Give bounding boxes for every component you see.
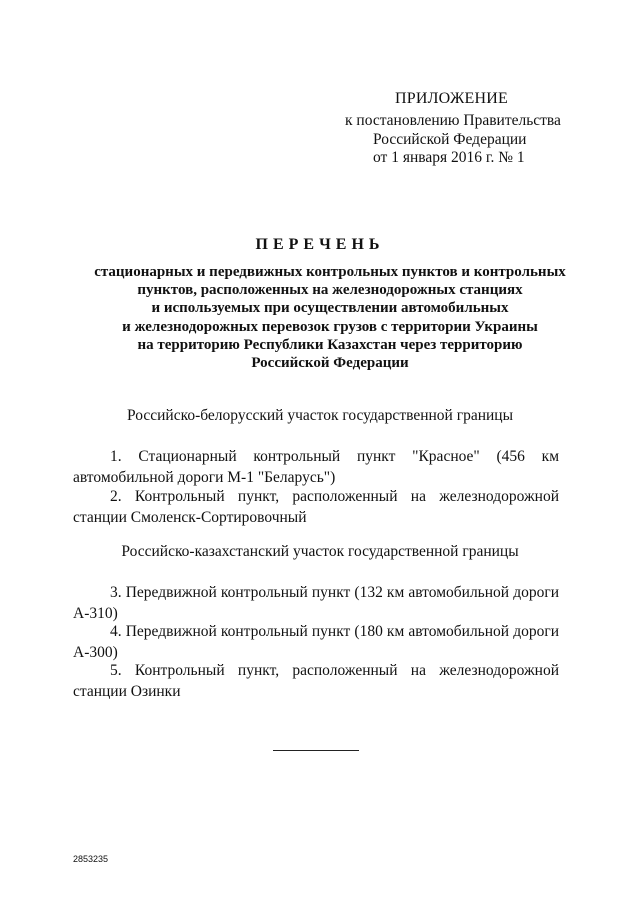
subtitle-line: стационарных и передвижных контрольных пунктов и контрольных <box>94 264 566 280</box>
section-title-kazakhstan: Российско-казахстанский участок государственной границы <box>121 543 519 560</box>
list-item-line: 4. Передвижной контрольный пункт (180 км автомобильной дороги <box>110 623 559 640</box>
list-item-line: 1. Стационарный контрольный пункт "Красное" (456 км <box>110 448 559 465</box>
subtitle-line: и используемых при осуществлении автомобильных <box>151 300 509 317</box>
list-item <box>73 446 559 488</box>
list-item <box>73 621 559 663</box>
list-item <box>73 486 559 528</box>
appendix-line: к постановлению Правительства <box>345 112 561 129</box>
subtitle-line: Российской Федерации <box>251 355 409 372</box>
section-title-belarus: Российско-белорусский участок государственной границы <box>126 407 513 424</box>
closing-divider <box>273 750 359 751</box>
list-item-line: станции Смоленск-Сортировочный <box>73 509 307 526</box>
list-item-line: А-300) <box>73 644 118 661</box>
list-item-line: 3. Передвижной контрольный пункт (132 км автомобильной дороги <box>110 584 559 601</box>
list-item <box>73 582 559 624</box>
list-item <box>73 660 559 702</box>
list-item-line: станции Озинки <box>73 683 181 700</box>
appendix-line: от 1 января 2016 г. № 1 <box>373 149 525 166</box>
document-heading: ПЕРЕЧЕНЬ <box>255 236 385 253</box>
document-number: 2853235 <box>73 854 109 864</box>
appendix-title: ПРИЛОЖЕНИЕ <box>395 90 509 107</box>
list-item-line: автомобильной дороги М-1 "Беларусь") <box>73 469 336 486</box>
subtitle-line: пунктов, расположенных на железнодорожных станциях <box>137 282 523 299</box>
subtitle-line: и железнодорожных перевозок грузов с территории Украины <box>122 318 538 335</box>
appendix-line: Российской Федерации <box>373 131 527 148</box>
list-item-line: А-310) <box>73 605 118 622</box>
document-subtitle <box>40 263 620 372</box>
list-item-line: 5. Контрольный пункт, расположенный на железнодорожной <box>110 662 559 679</box>
subtitle-line: на территорию Республики Казахстан через территорию <box>137 336 523 353</box>
list-item-line: 2. Контрольный пункт, расположенный на железнодорожной <box>110 488 559 505</box>
